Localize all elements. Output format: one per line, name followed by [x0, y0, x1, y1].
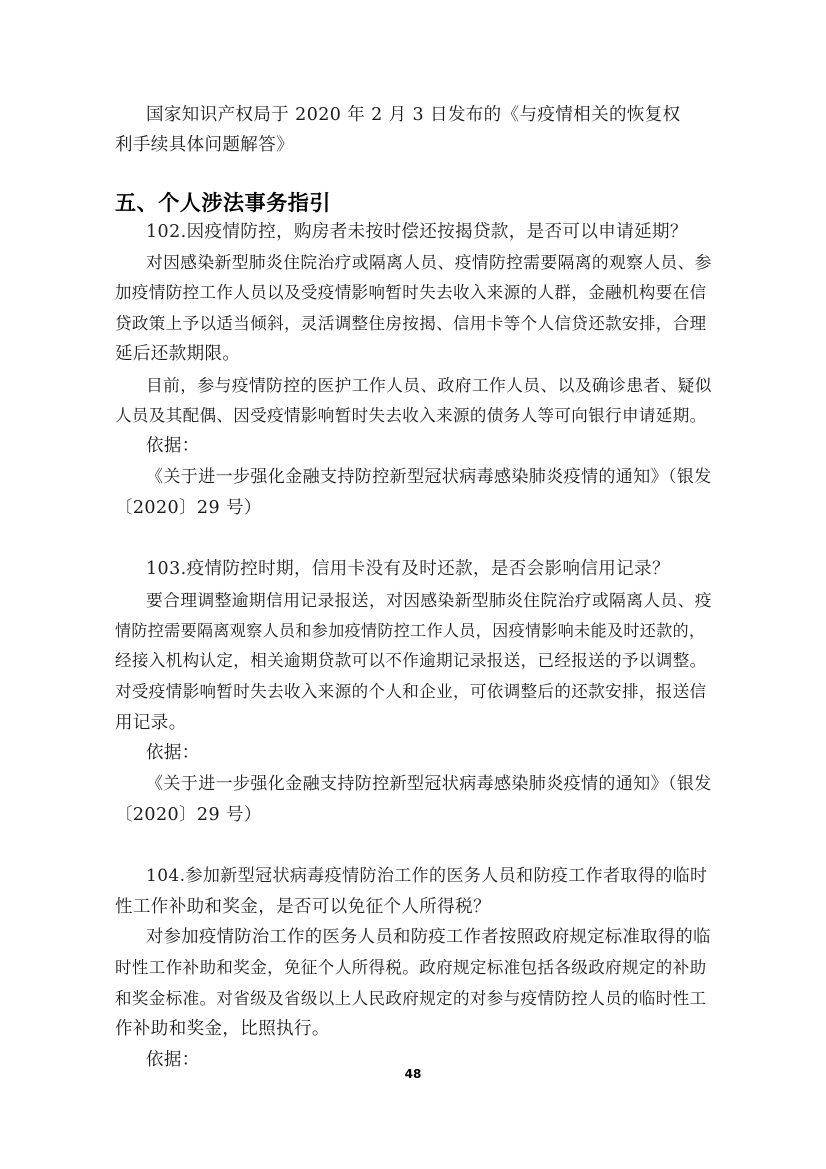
reference-line: 国家知识产权局于 2020 年 2 月 3 日发布的《与疫情相关的恢复权	[146, 105, 681, 125]
paragraph-line: 和奖金标准。对省级及省级以上人民政府规定的对参与疫情防控人员的临时性工	[115, 989, 707, 1008]
basis-citation: 《关于进一步强化金融支持防控新型冠状病毒感染肺炎疫情的通知》（银发	[146, 467, 712, 487]
paragraph-line: 目前，参与疫情防控的医护工作人员、政府工作人员、以及确诊患者、疑似	[146, 375, 712, 395]
paragraph-line: 要合理调整逾期信用记录报送，对因感染新型肺炎住院治疗或隔离人员、疫	[146, 590, 712, 610]
paragraph-line: 贷政策上予以适当倾斜，灵活调整住房按揭、信用卡等个人信贷还款安排，合理	[115, 314, 707, 333]
question-102: 102.因疫情防控，购房者未按时偿还按揭贷款，是否可以申请延期？	[146, 222, 688, 242]
paragraph-line: 作补助和奖金，比照执行。	[115, 1019, 330, 1039]
paragraph-line: 经接入机构认定，相关逾期贷款可以不作逾期记录报送，已经报送的予以调整。	[115, 651, 707, 670]
paragraph-line: 时性工作补助和奖金，免征个人所得税。政府规定标准包括各级政府规定的补助	[115, 958, 707, 977]
paragraph-line: 情防控需要隔离观察人员和参加疫情防控工作人员，因疫情影响未能及时还款的，	[115, 621, 706, 640]
paragraph-line: 对受疫情影响暂时失去收入来源的个人和企业，可依调整后的还款安排，报送信	[115, 682, 707, 701]
basis-citation: 〔2020〕29 号）	[115, 498, 262, 518]
paragraph-line: 对因感染新型肺炎住院治疗或隔离人员、疫情防控需要隔离的观察人员、参	[146, 252, 712, 272]
page-number: 48	[404, 1067, 422, 1081]
basis-label: 依据：	[146, 1050, 200, 1070]
paragraph-line: 人员及其配偶、因受疫情影响暂时失去收入来源的债务人等可向银行申请延期。	[115, 406, 707, 425]
paragraph-line: 延后还款期限。	[115, 344, 241, 364]
basis-label: 依据：	[146, 743, 200, 763]
question-104: 104.参加新型冠状病毒疫情防治工作的医务人员和防疫工作者取得的临时	[146, 866, 708, 886]
basis-citation: 《关于进一步强化金融支持防控新型冠状病毒感染肺炎疫情的通知》（银发	[146, 774, 712, 794]
paragraph-line: 加疫情防控工作人员以及受疫情影响暂时失去收入来源的人群，金融机构要在信	[115, 283, 707, 302]
paragraph-line: 用记录。	[115, 713, 187, 733]
reference-line: 利手续具体问题解答》	[115, 135, 294, 155]
paragraph-line: 对参加疫情防治工作的医务人员和防疫工作者按照政府规定标准取得的临	[146, 927, 711, 947]
section-heading: 五、个人涉法事务指引	[115, 191, 331, 215]
question-104: 性工作补助和奖金，是否可以免征个人所得税？	[115, 897, 491, 917]
question-103: 103.疫情防控时期，信用卡没有及时还款，是否会影响信用记录？	[146, 559, 670, 579]
basis-citation: 〔2020〕29 号）	[115, 805, 262, 825]
basis-label: 依据：	[146, 436, 200, 456]
